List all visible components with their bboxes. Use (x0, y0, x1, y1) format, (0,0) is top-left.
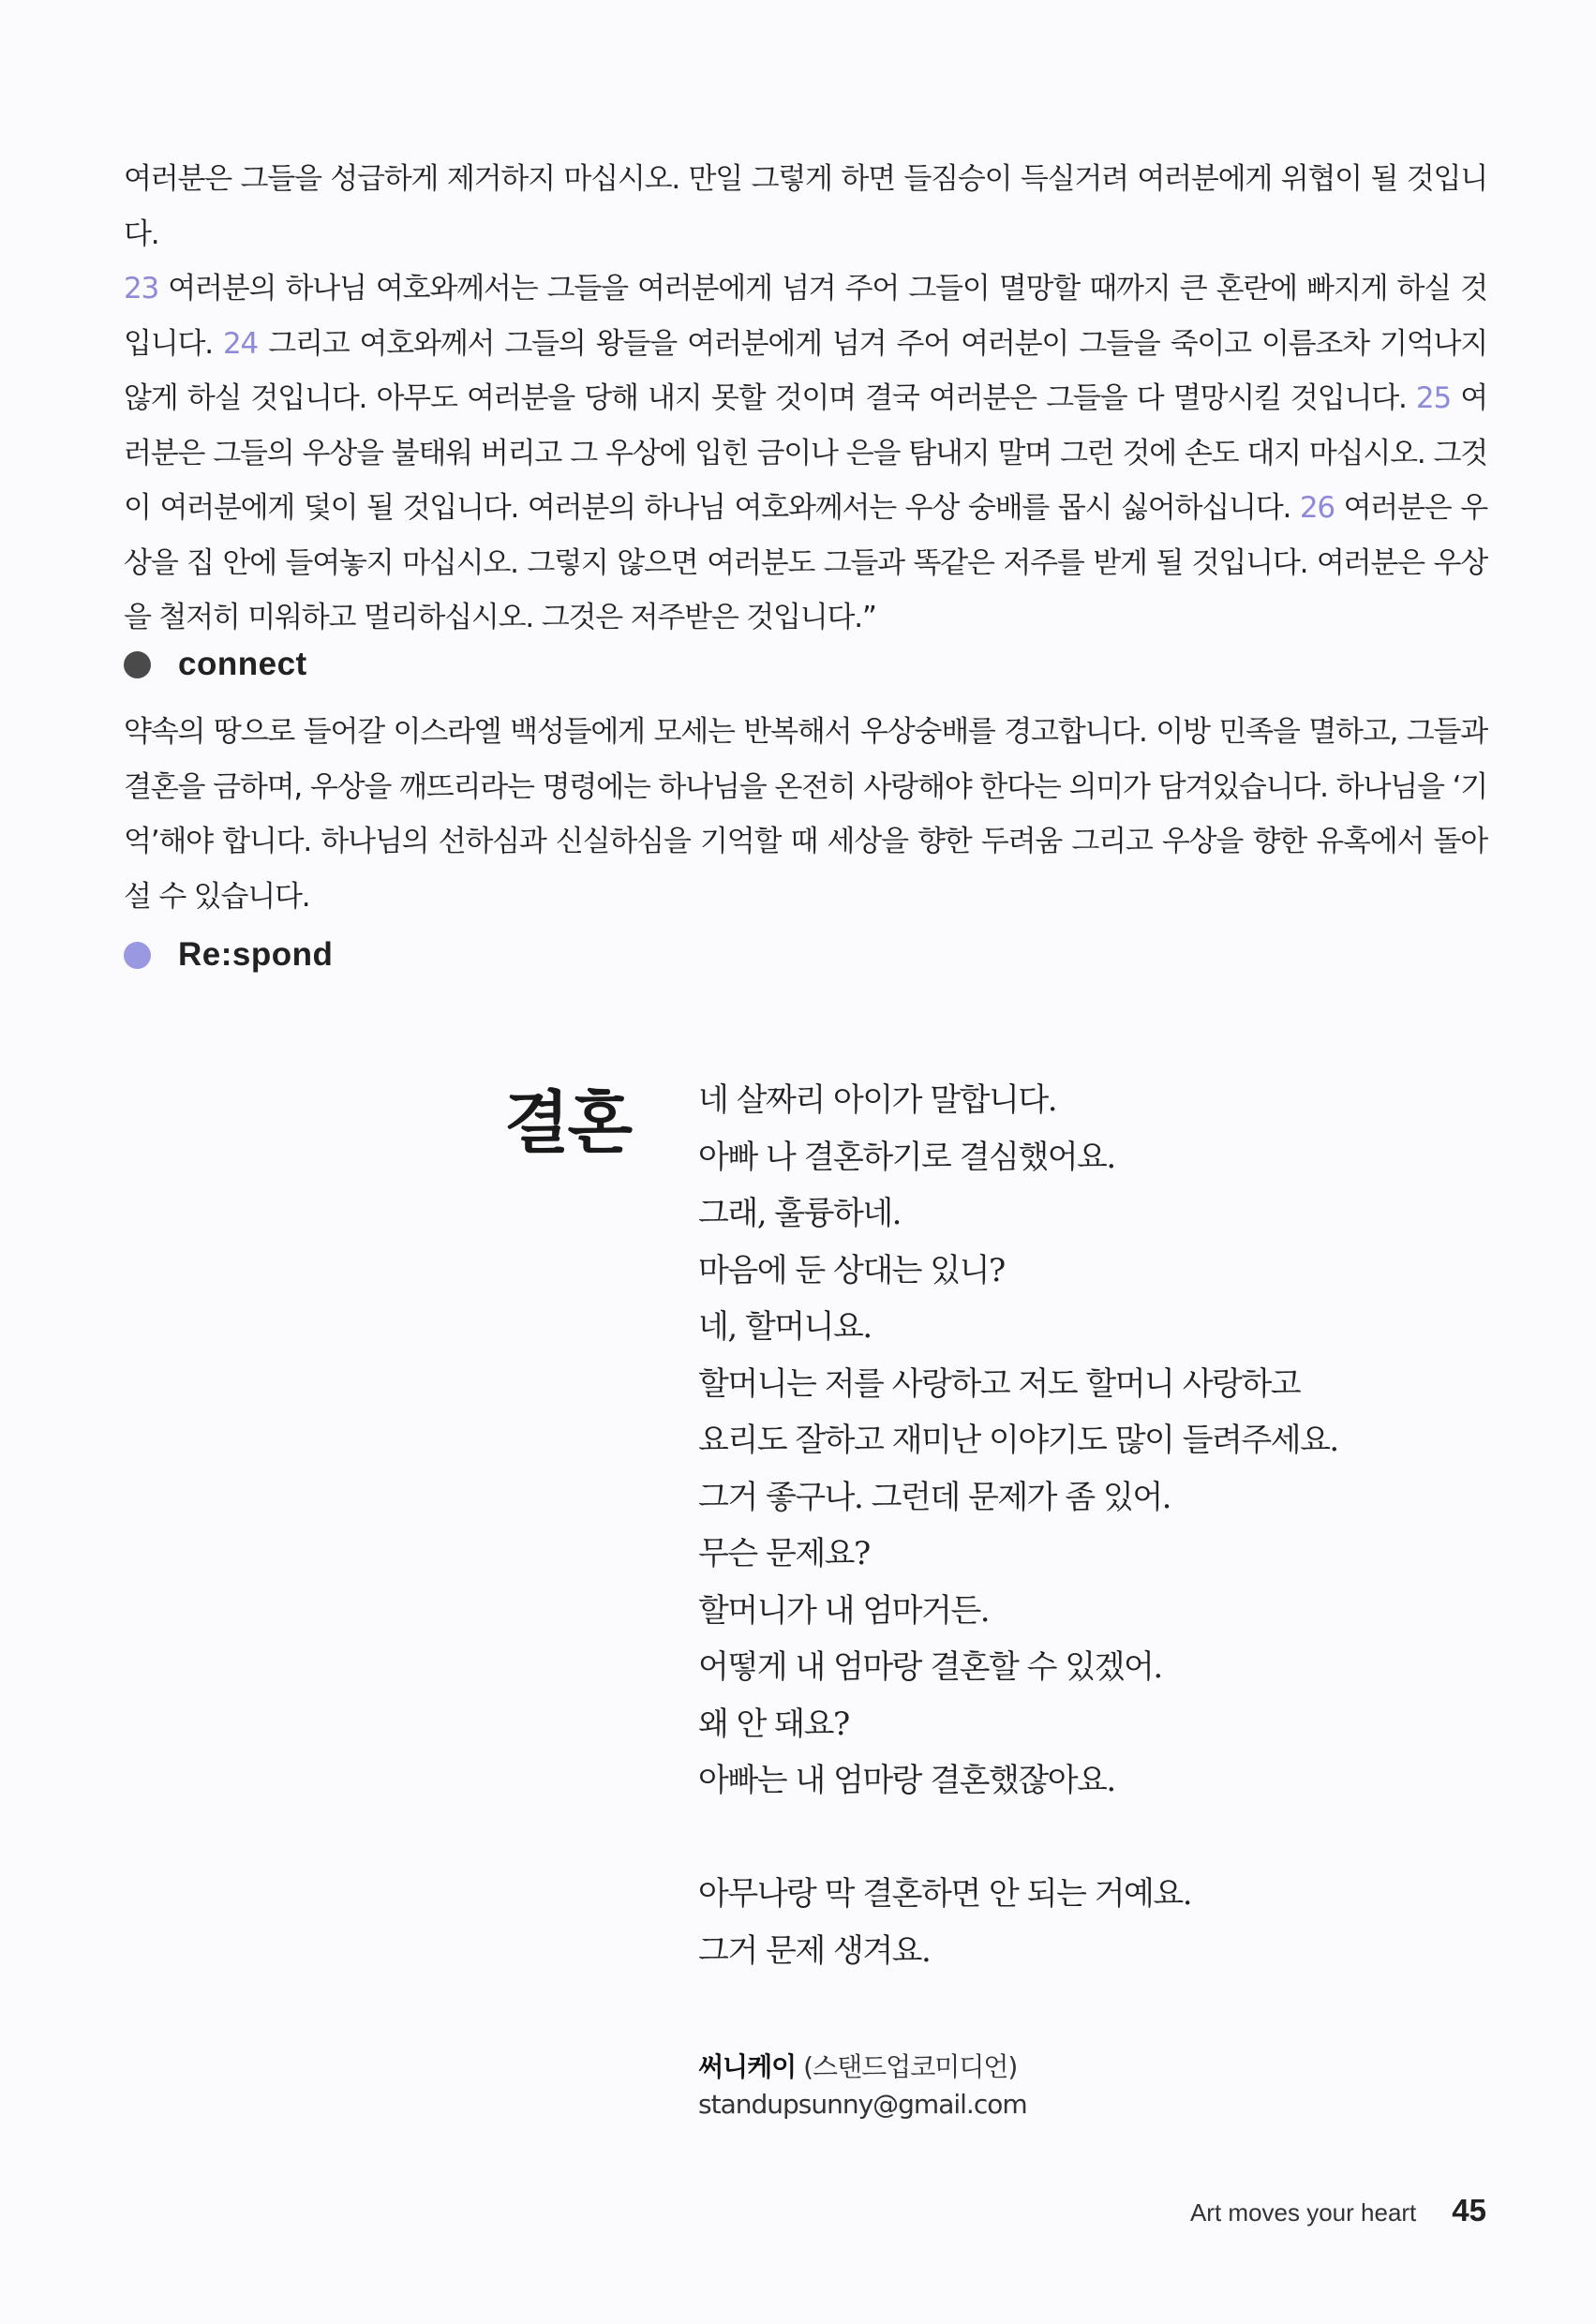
poem-line: 마음에 둔 상대는 있니? (698, 1251, 1005, 1289)
author-email: standupsunny@gmail.com (698, 2089, 1027, 2120)
poem-body (698, 1072, 1467, 1979)
poem-line: 아빠는 내 엄마랑 결혼했잖아요. (698, 1762, 1115, 1799)
poem-line: 그래, 훌륭하네. (698, 1195, 901, 1232)
verse-24-text: 그리고 여호와께서 그들의 왕들을 여러분에게 넘겨 주어 여러분이 그들을 죽이고 이름조차 기억나지 않게 하실 것입니다. 아무도 여러분을 당해 내지 못할 것이며 결국 여러분은 그들을 다 멸망시킬 것입니다. (124, 326, 1488, 415)
poem-line: 아무나랑 막 결혼하면 안 되는 거예요. (698, 1875, 1192, 1913)
poem-line: 무슨 문제요? (698, 1535, 870, 1572)
verse-23-text: 여러분의 하나님 여호와께서는 그들을 여러분에게 넘겨 주어 그들이 멸망할 때까지 큰 혼란에 빠지게 하실 것입니다. (124, 272, 1487, 361)
poem-line: 어떻게 내 엄마랑 결혼할 수 있겠어. (698, 1648, 1162, 1686)
connect-heading (124, 646, 307, 683)
poem-line: 할머니가 내 엄마거든. (698, 1591, 990, 1630)
respond-heading (124, 936, 333, 974)
poem-line: 할머니는 저를 사랑하고 저도 할머니 사랑하고 (698, 1364, 1301, 1403)
verse-number-25: 25 (1415, 381, 1451, 415)
verse-number-23: 23 (124, 272, 159, 305)
verse-number-24: 24 (223, 326, 259, 361)
author-role: (스탠드업코미디언) (803, 2051, 1018, 2082)
poem-line (698, 1810, 1467, 1867)
poem-line: 네 살짜리 아이가 말합니다. (698, 1081, 1057, 1119)
page-footer (1190, 2193, 1486, 2228)
poem-title: 결혼 (504, 1082, 632, 1162)
respond-label: Re:spond (178, 936, 334, 973)
page-number: 45 (1452, 2193, 1486, 2227)
scripture-intro: 여러분은 그들을 성급하게 제거하지 마십시오. 만일 그렇게 하면 들짐승이 득실거려 여러분에게 위협이 될 것입니다. (124, 162, 1487, 251)
footer-tagline: Art moves your heart (1189, 2198, 1417, 2227)
connect-label: connect (178, 646, 307, 682)
respond-bullet-icon (124, 942, 151, 969)
poem-line: 네, 할머니요. (698, 1308, 872, 1346)
verse-25-text: 여러분은 그들의 우상을 불태워 버리고 그 우상에 입힌 금이나 은을 탐내지 말며 그런 것에 손도 대지 마십시오. 그것이 여러분에게 덫이 될 것입니다. 여러분의 하나님 여호와께서는 우상 숭배를 몹시 싫어하십니다. (124, 381, 1488, 525)
poem-line: 왜 안 돼요? (698, 1705, 849, 1743)
poem-line: 그거 좋구나. 그런데 문제가 좀 있어. (698, 1478, 1171, 1516)
author-name: 써니케이 (698, 2051, 797, 2082)
poem-line: 아빠 나 결혼하기로 결심했어요. (698, 1138, 1115, 1176)
author-block (698, 2048, 1027, 2123)
connect-bullet-icon (124, 651, 151, 678)
scripture-passage (124, 152, 1487, 646)
poem-line: 요리도 잘하고 재미난 이야기도 많이 들려주세요. (698, 1422, 1338, 1459)
verse-26-text: 여러분은 우상을 집 안에 들여놓지 마십시오. 그렇지 않으면 여러분도 그들과 똑같은 저주를 받게 될 것입니다. 여러분은 우상을 철저히 미워하고 멀리하십시오. 그것은 저주받은 것입니다.” (124, 491, 1487, 634)
connect-text: 약속의 땅으로 들어갈 이스라엘 백성들에게 모세는 반복해서 우상숭배를 경고합니다. 이방 민족을 멸하고, 그들과 결혼을 금하며, 우상을 깨뜨리라는 명령에는 하나님을 온전히 사랑해야 한다는 의미가 담겨있습니다. 하나님을 ‘기억’해야 합니다. 하나님의 선하심과 신실하심을 기억할 때 세상을 향한 두려움 그리고 우상을 향한 유혹에서 돌아설 수 있습니다. (124, 715, 1487, 914)
poem-line: 그거 문제 생겨요. (698, 1931, 931, 1970)
verse-number-26: 26 (1299, 491, 1335, 525)
